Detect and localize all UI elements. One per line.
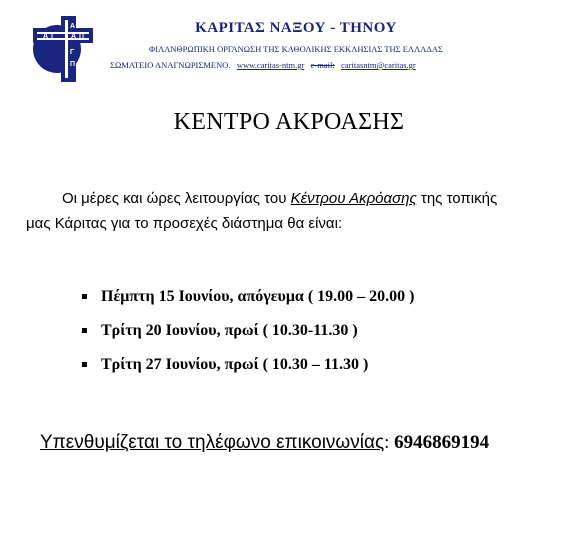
phone-number: 6946869194: [394, 432, 490, 453]
square-bullet-icon: [82, 362, 87, 367]
intro-line-2: μας Κάριτας για το προσεχές διάστημα θα είναι:: [26, 215, 343, 232]
page-title: ΚΕΝΤΡΟ ΑΚΡΟΑΣΗΣ: [173, 109, 405, 135]
svg-text:Γ: Γ: [51, 33, 56, 40]
schedule-item: [76, 316, 415, 350]
schedule-item: [76, 350, 415, 384]
svg-text:Π: Π: [79, 33, 85, 40]
intro-text-end: της τοπικής: [416, 190, 498, 207]
square-bullet-icon: [82, 294, 87, 299]
organization-name: ΚΑΡΙΤΑΣ ΝΑΞΟΥ - ΤΗΝΟΥ: [195, 20, 397, 36]
phone-reminder: [40, 432, 489, 454]
schedule-item-text: Τρίτη 20 Ιουνίου, πρωί ( 10.30-11.30 ): [101, 322, 358, 339]
contact-line: [110, 60, 416, 70]
svg-text:Α: Α: [71, 33, 77, 40]
phone-label: Υπενθυμίζεται το τηλέφωνο επικοινωνίας: [40, 432, 385, 453]
association-status: ΣΩΜΑΤΕΙΟ ΑΝΑΓΝΩΡΙΣΜΕΝΟ.: [110, 60, 231, 70]
email-link[interactable]: caritasntm@caritas.gr: [341, 60, 416, 70]
svg-text:Π: Π: [70, 61, 76, 68]
svg-text:Α: Α: [70, 23, 76, 30]
email-label: e-mail:: [310, 60, 335, 70]
caritas-logo: [31, 14, 107, 84]
schedule-item-text: Πέμπτη 15 Ιουνίου, απόγευμα ( 19.00 – 20.00 ): [101, 288, 415, 305]
intro-paragraph: [26, 186, 554, 236]
schedule-item: [76, 282, 415, 316]
square-bullet-icon: [82, 328, 87, 333]
schedule-item-text: Τρίτη 27 Ιουνίου, πρωί ( 10.30 – 11.30 ): [101, 356, 369, 373]
intro-text-start: Οι μέρες και ώρες λειτουργίας του: [62, 190, 291, 207]
listening-center-reference: Κέντρου Ακρόασης: [290, 190, 417, 207]
website-link[interactable]: www.caritas-ntm.gr: [236, 60, 305, 70]
caritas-cross-logo-icon: [31, 14, 107, 84]
organization-subtitle: ΦΙΛΑΝΘΡΩΠΙΚΗ ΟΡΓΑΝΩΣΗ ΤΗΣ ΚΑΘΟΛΙΚΗΣ ΕΚΚΛΗΣΙΑΣ ΤΗΣ ΕΛΛΑΔΑΣ: [149, 44, 443, 54]
intro-line-1: [26, 186, 554, 211]
schedule-list: [76, 282, 415, 384]
svg-text:Γ: Γ: [70, 49, 75, 56]
svg-text:Α: Α: [43, 33, 49, 40]
phone-separator: :: [384, 432, 395, 453]
